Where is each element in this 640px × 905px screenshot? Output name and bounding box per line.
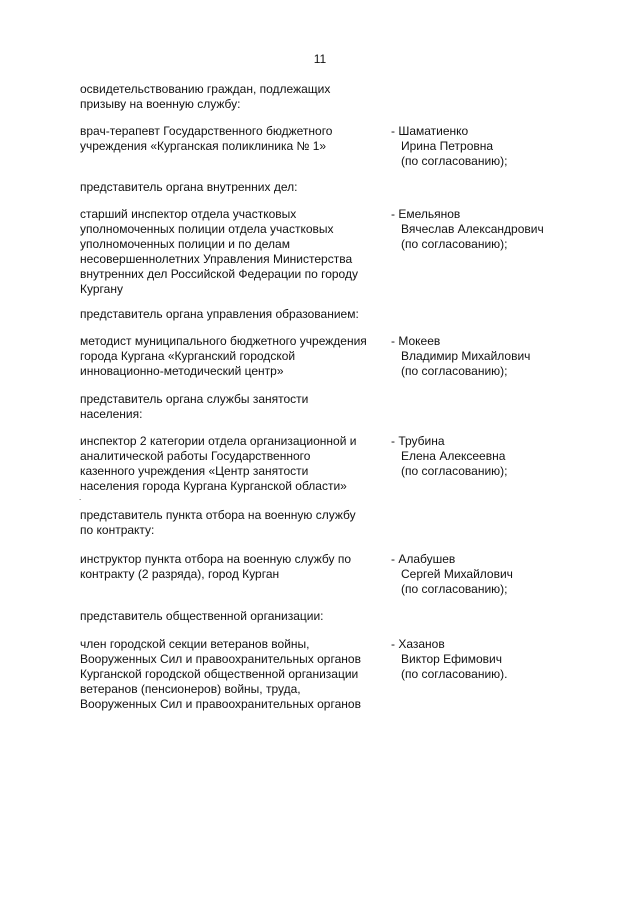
- stray-dot: .: [79, 493, 82, 502]
- position-veterans-member: член городской секции ветеранов войны, Вооруженных Сил и правоохранительных органов Курганской городской общественной организации ветеранов (пенсионеров) войны, труда, Вооруженных Сил и правоохранительных органов: [80, 637, 361, 711]
- person-emelyanov: - Емельянов Вячеслав Александрович (по согласованию);: [391, 207, 544, 251]
- intro-text: [80, 82, 330, 112]
- section-education: представитель органа управления образованием:: [80, 307, 359, 321]
- position-instructor: инструктор пункта отбора на военную службу по контракту (2 разряда), город Курган: [80, 552, 352, 581]
- section-employment: представитель органа службы занятости населения:: [80, 392, 309, 421]
- person-shamatienko: - Шаматиенко Ирина Петровна (по согласованию);: [391, 124, 508, 168]
- section-public-organization: представитель общественной организации:: [80, 609, 324, 623]
- section-internal-affairs: представитель органа внутренних дел:: [80, 180, 298, 194]
- intro-line: освидетельствованию граждан, подлежащих: [80, 82, 331, 96]
- position-methodologist: методист муниципального бюджетного учреждения города Кургана «Курганский городской инновационно-методический центр»: [80, 334, 367, 378]
- intro-line: призыву на военную службу:: [80, 97, 241, 111]
- section-contract-selection: представитель пункта отбора на военную службу по контракту:: [80, 508, 356, 537]
- position-therapist: врач-терапевт Государственного бюджетного учреждения «Курганская поликлиника № 1»: [80, 124, 333, 153]
- position-employment-inspector: инспектор 2 категории отдела организационной и аналитической работы Государственного казенного учреждения «Центр занятости населения города Кургана Курганской области»: [80, 434, 357, 493]
- position-inspector-police: старший инспектор отдела участковых уполномоченных полиции отдела участковых уполномоченных полиции и по делам несовершеннолетних Управления Министерства внутренних дел Российской Федерации по городу Кургану: [80, 207, 358, 296]
- person-mokeev: - Мокеев Владимир Михайлович (по согласованию);: [391, 334, 531, 378]
- person-trubina: - Трубина Елена Алексеевна (по согласованию);: [391, 434, 508, 478]
- person-alabushev: - Алабушев Сергей Михайлович (по согласованию);: [391, 552, 513, 596]
- page-number: 11: [313, 52, 327, 66]
- person-khazanov: - Хазанов Виктор Ефимович (по согласованию).: [391, 637, 508, 681]
